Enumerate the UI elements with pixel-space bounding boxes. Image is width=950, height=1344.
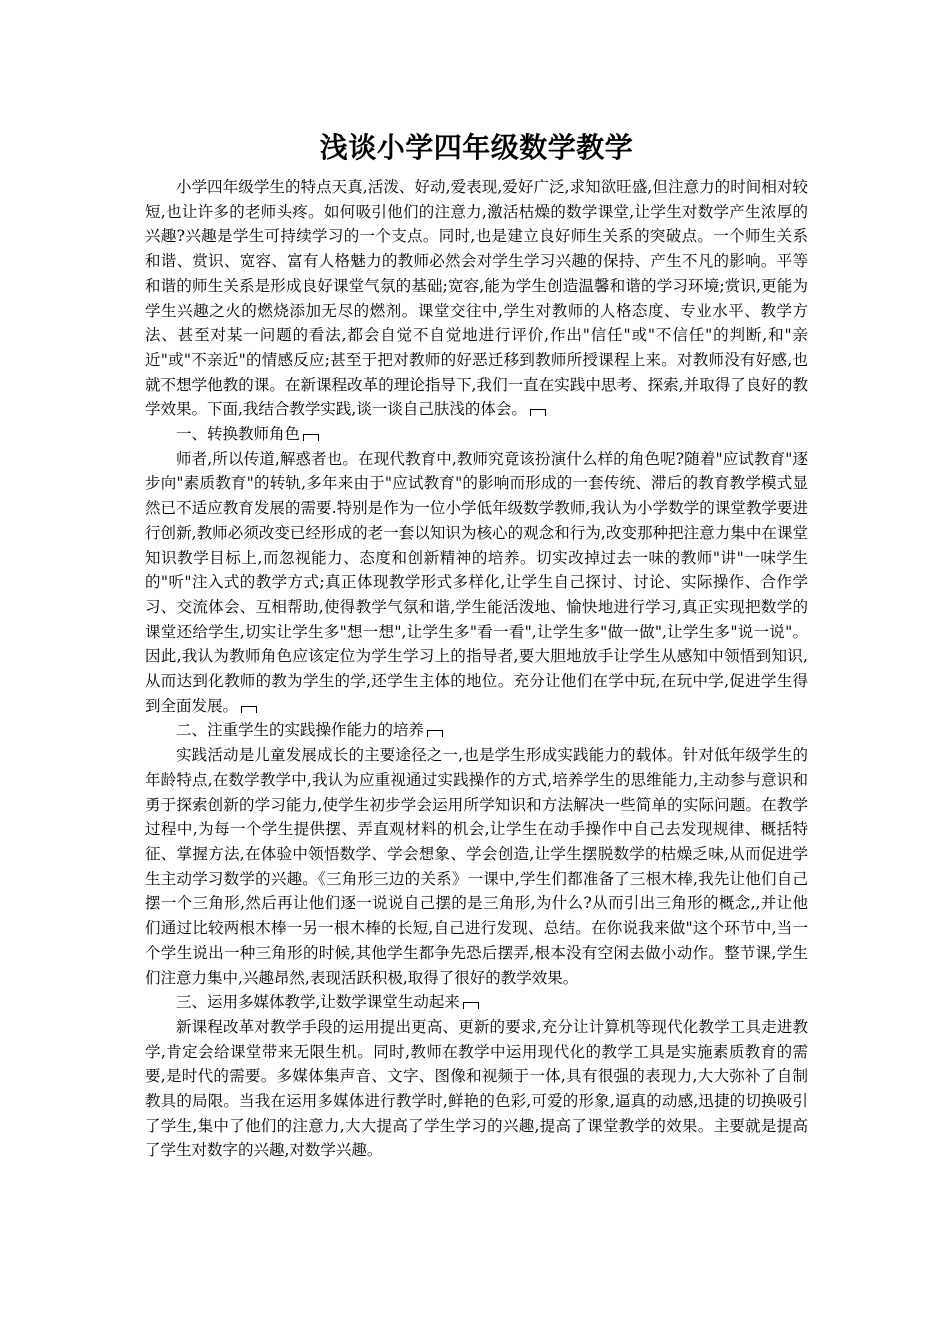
intro-text: 小学四年级学生的特点天真,活泼、好动,爱表现,爱好广泛,求知欲旺盛,但注意力的时间相对较短,也让许多的老师头疼。如何吸引他们的注意力,激活枯燥的数学课堂,让学生对数学产生浓厚的兴趣?兴趣是学生可持续学习的一个支点。同时,也是建立良好师生关系的突破点。一个师生关系和谐、赏识、宽容、富有人格魅力的教师必然会对学生学习兴趣的保持、产生不凡的影响。平等和谐的师生关系是形成良好课堂气氛的基础;宽容,能为学生创造温馨和谐的学习环境;赏识,更能为学生兴趣之火的燃烧添加无尽的燃剂。课堂交往中,学生对教师的人格态度、专业水平、教学方法、甚至对某一问题的看法,都会自觉不自觉地进行评价,作出"信任"或"不信任"的判断,和"亲近"或"不亲近"的情感反应;甚至于把对教师的好恶迁移到教师所授课程上来。对教师没有好感,也就不想学他教的课。在新课程改革的理论指导下,我们一直在实践中思考、探索,并取得了良好的教学效果。下面,我结合教学实践,谈一谈自己肤浅的体会。 [145, 178, 808, 419]
section-body-3 [145, 1015, 808, 1163]
section-heading-3 [145, 990, 808, 1015]
document-body [145, 128, 808, 1163]
paragraph-mark-icon [463, 1002, 479, 1009]
paragraph-mark-icon [530, 409, 546, 416]
section-heading-2 [145, 718, 808, 743]
paragraph-mark-icon [427, 730, 443, 737]
section-body-1-text: 师者,所以传道,解惑者也。在现代教育中,教师究竟该扮演什么样的角色呢?随着"应试教育"逐步向"素质教育"的转轨,多年来由于"应试教育"的影响而形成的一套传统、滞后的教育教学模式显然已不适应教育发展的需要.特别是作为一位小学低年级数学教师,我认为小学数学的课堂教学要进行创新,教师必须改变已经形成的老一套以知识为核心的观念和行为,改变那种把注意力集中在课堂知识教学目标上,而忽视能力、态度和创新精神的培养。切实改掉过去一味的教师"讲"一味学生的"听"注入式的教学方式;真正体现教学形式多样化,让学生自己探讨、讨论、实际操作、合作学习、交流体会、互相帮助,使得教学气氛和谐,学生能活泼地、愉快地进行学习,真正实现把数学的课堂还给学生,切实让学生多"想一想",让学生多"看一看",让学生多"做一做",让学生多"说一说"。因此,我认为教师角色应该定位为学生学习上的指导者,要大胆地放手让学生从感知中领悟到知识,从而达到化教师的教为学生的学,还学生主体的地位。充分让他们在学中玩,在玩中学,促进学生得到全面发展。 [145, 449, 808, 715]
section-body-2-text: 实践活动是儿童发展成长的主要途径之一,也是学生形成实践能力的载体。针对低年级学生的年龄特点,在数学教学中,我认为应重视通过实践操作的方式,培养学生的思维能力,主动参与意识和勇于探索创新的学习能力,使学生初步学会运用所学知识和方法解决一些简单的实际问题。在教学过程中,为每一个学生提供摆、弄直观材料的机会,让学生在动手操作中自己去发现规律、概括特征、掌握方法,在体验中领悟数学、学会想象、学会创造,让学生摆脱数学的枯燥乏味,从而促进学生主动学习数学的兴趣。《三角形三边的关系》一课中,学生们都准备了三根木棒,我先让他们自己摆一个三角形,然后再让他们逐一说说自己摆的是三角形,为什么?从而引出三角形的概念,,并让他们通过比较两根木棒一另一根木棒的长短,自己进行发现、总结。在你说我来做"这个环节中,当一个学生说出一种三角形的时候,其他学生都争先恐后摆弄,根本没有空闲去做小动作。整节课,学生们注意力集中,兴趣昂然,表现活跃积极,取得了很好的教学效果。 [145, 746, 808, 987]
section-body-2 [145, 743, 808, 990]
section-heading-1 [145, 422, 808, 447]
section-body-3-text: 新课程改革对教学手段的运用提出更高、更新的要求,充分让计算机等现代化教学工具走进教学,肯定会给课堂带来无限生机。同时,教师在教学中运用现代化的教学工具是实施素质教育的需要,是时代的需要。多媒体集声音、文字、图像和视频于一体,具有很强的表现力,大大弥补了自制教具的局限。当我在运用多媒体进行教学时,鲜艳的色彩,可爱的形象,逼真的动感,迅捷的切换吸引了学生,集中了他们的注意力,大大提高了学生学习的兴趣,提高了课堂教学的效果。主要就是提高了学生对数字的兴趣,对数学兴趣。 [145, 1017, 808, 1160]
section-heading-3-text: 三、运用多媒体教学,让数学课堂生动起来 [176, 993, 460, 1012]
section-heading-1-text: 一、转换教师角色 [176, 425, 301, 444]
paragraph-mark-icon [303, 434, 319, 441]
document-title: 浅谈小学四年级数学教学 [319, 131, 634, 164]
section-heading-2-text: 二、注重学生的实践操作能力的培养 [176, 721, 425, 740]
section-body-1 [145, 447, 808, 719]
paragraph-mark-icon [241, 706, 257, 713]
intro-paragraph [145, 175, 808, 422]
